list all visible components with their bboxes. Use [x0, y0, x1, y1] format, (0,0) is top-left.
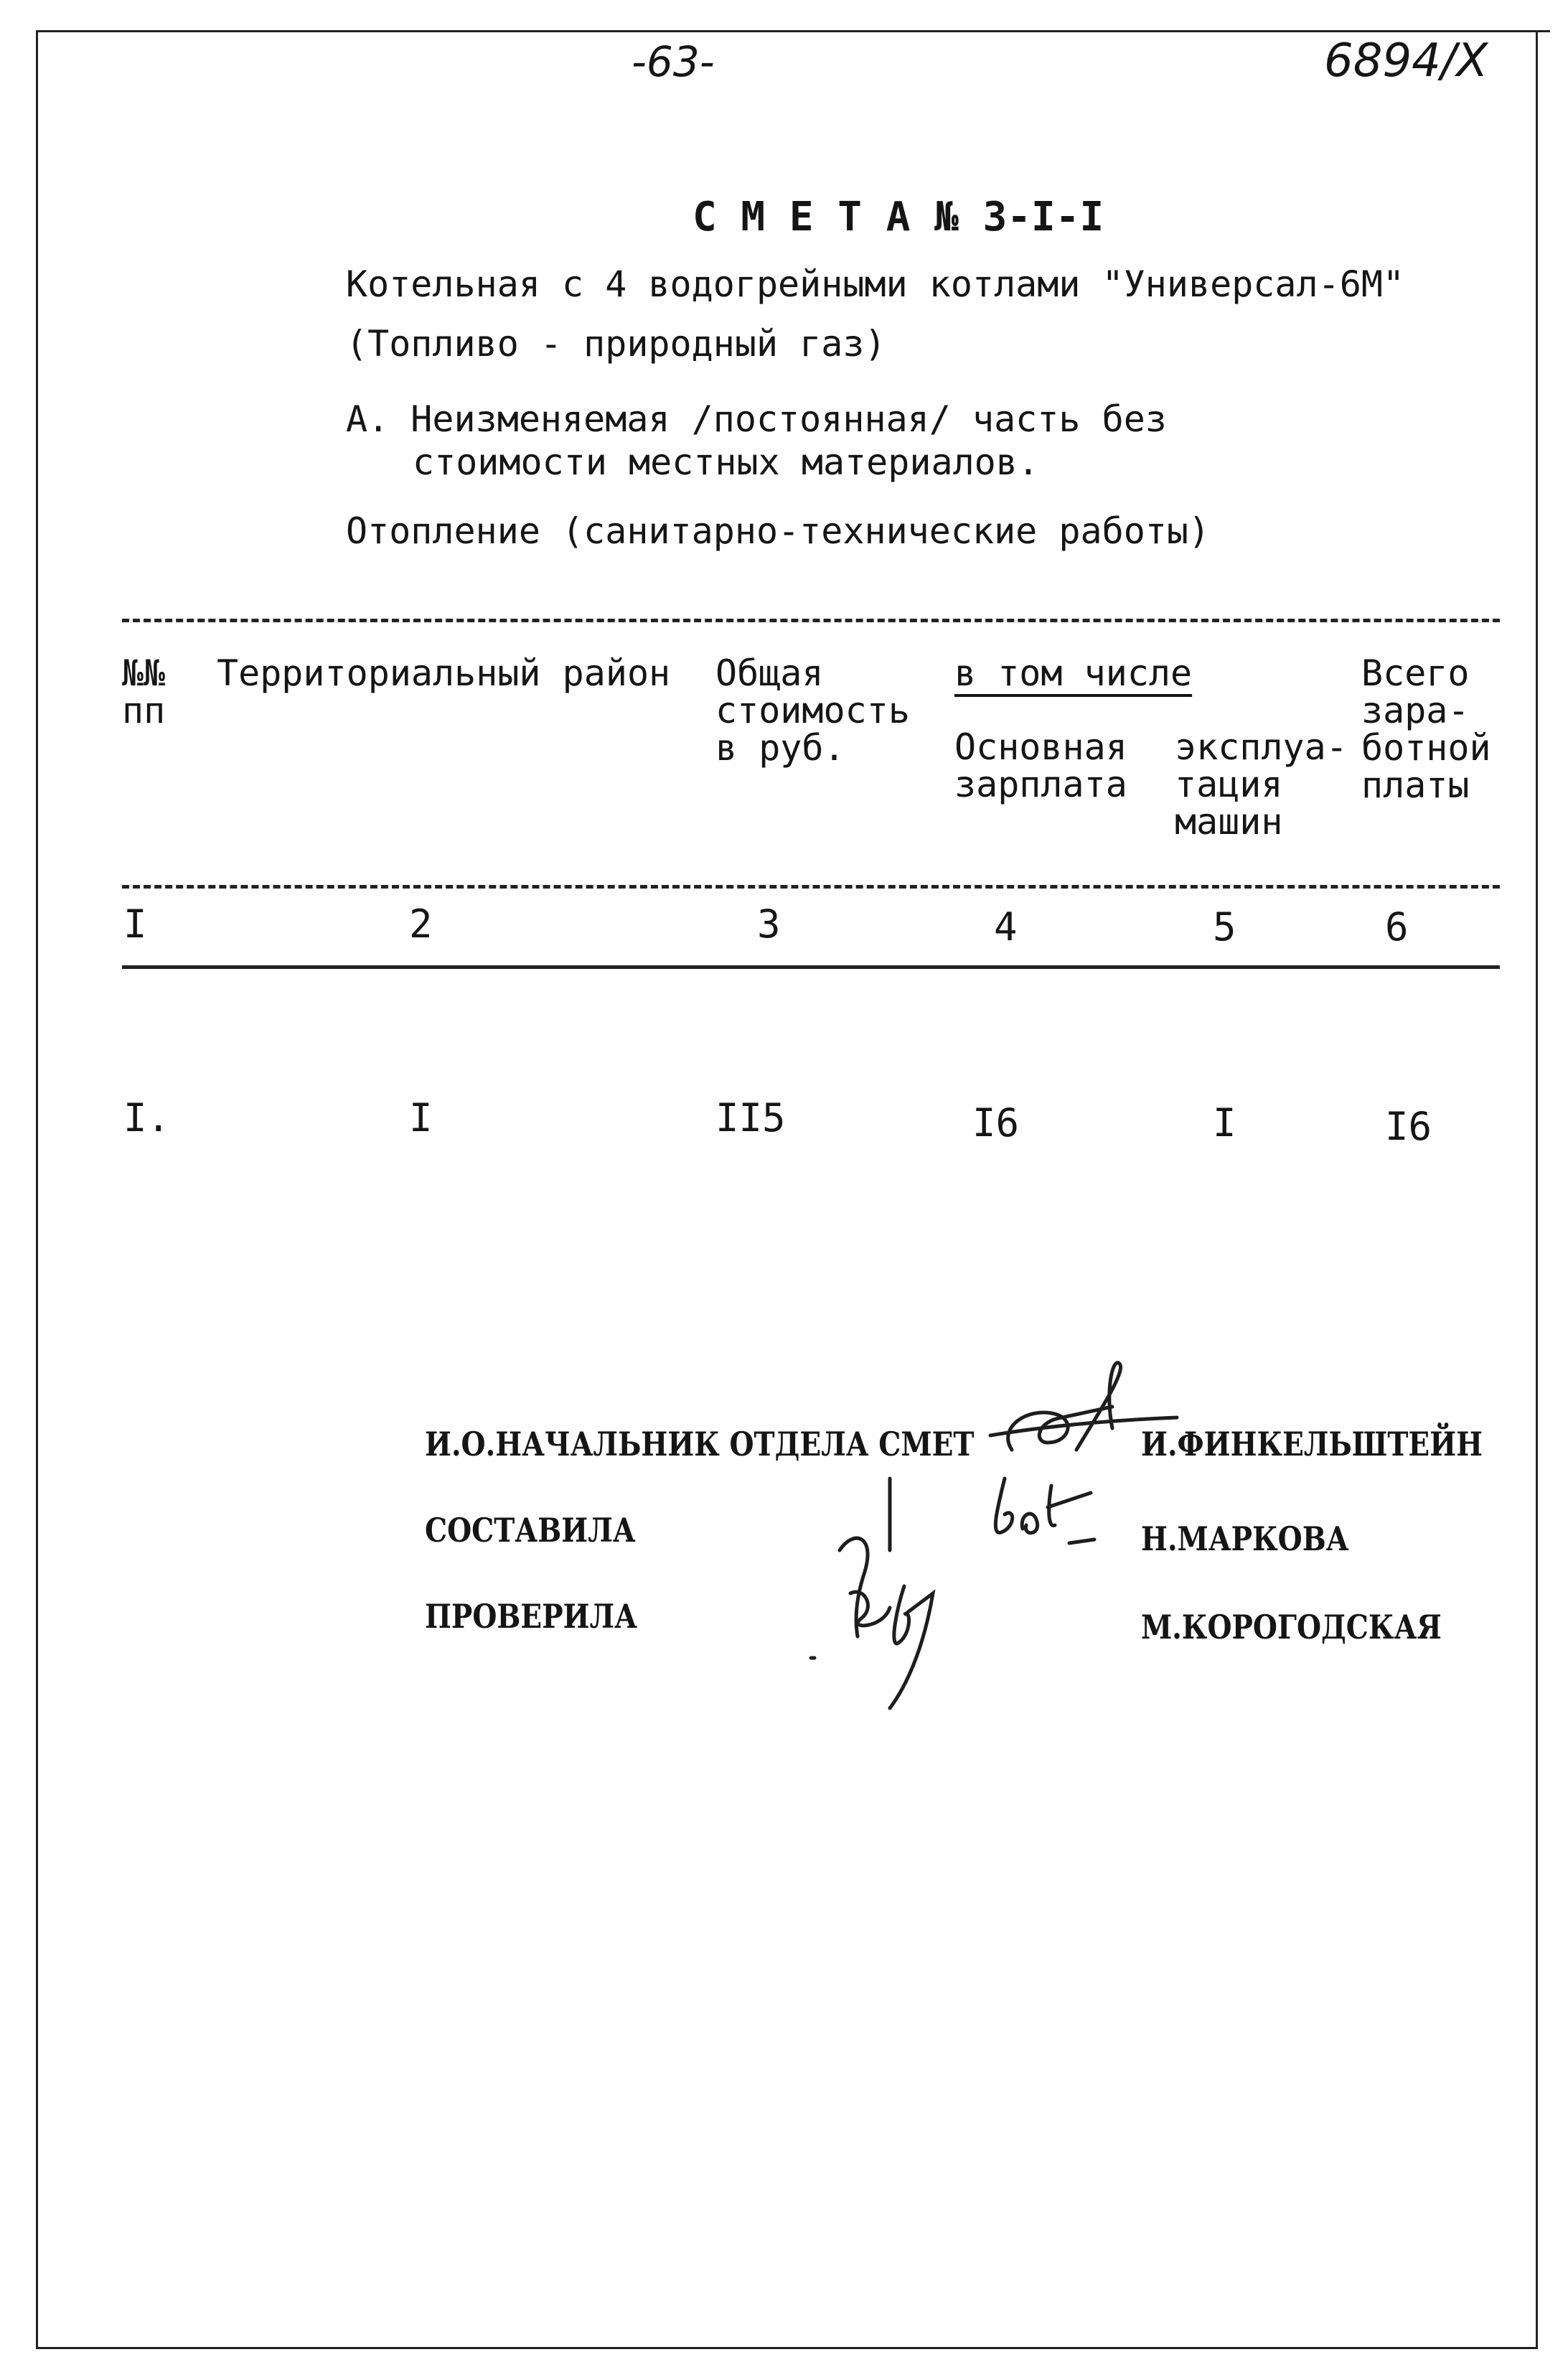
- handwritten-signature-compiled: [983, 1464, 1098, 1565]
- header-district: Территориальный район: [217, 652, 671, 694]
- signature-name-compiled: Н.МАРКОВА: [1141, 1519, 1349, 1558]
- frame-left-border: [36, 30, 38, 2348]
- section-title: Отопление (санитарно-технические работы): [346, 510, 1211, 552]
- column-number-4: 4: [994, 904, 1018, 950]
- row-1-district: I: [409, 1095, 433, 1140]
- signature-role-head: И.О.НАЧАЛЬНИК ОТДЕЛА СМЕТ: [425, 1425, 975, 1463]
- column-number-3: 3: [757, 901, 781, 947]
- column-numbers-rule: [122, 965, 1500, 969]
- archive-number: 6894/X: [1324, 34, 1488, 88]
- row-1-total-salary: I6: [1385, 1104, 1432, 1149]
- table-top-rule: [122, 619, 1500, 622]
- subtitle-line-2: (Топливо - природный газ): [346, 323, 886, 365]
- header-bottom-rule: [122, 885, 1500, 889]
- signature-role-checked: ПРОВЕРИЛА: [425, 1597, 637, 1636]
- column-number-6: 6: [1385, 904, 1409, 950]
- document-title: С М Е Т А № 3-I-I: [693, 194, 1104, 240]
- subtitle-line-1: Котельная с 4 водогрейными котлами "Универсал-6М": [346, 263, 1405, 305]
- header-base-salary: Основная зарплата: [954, 726, 1127, 805]
- row-1-machine-operation: I: [1213, 1100, 1236, 1145]
- header-number: №№ пп: [122, 652, 166, 731]
- handwritten-signature-checked: [797, 1464, 976, 1723]
- column-number-5: 5: [1213, 904, 1236, 950]
- frame-bottom-border: [36, 2347, 1538, 2349]
- frame-top-border: [36, 30, 1550, 32]
- header-total-cost: Общая стоимость в руб.: [715, 652, 910, 769]
- column-number-1: I: [123, 901, 147, 947]
- header-including-group: в том числе: [954, 652, 1193, 694]
- signature-name-head: И.ФИНКЕЛЬШТЕЙН: [1141, 1425, 1483, 1463]
- row-1-number: I.: [123, 1095, 171, 1140]
- signature-name-checked: М.КОРОГОДСКАЯ: [1141, 1608, 1442, 1646]
- row-1-base-salary: I6: [972, 1100, 1020, 1145]
- frame-right-border: [1536, 30, 1538, 2348]
- row-1-total-cost: II5: [715, 1095, 786, 1140]
- signature-role-compiled: СОСТАВИЛА: [425, 1511, 636, 1550]
- column-number-2: 2: [409, 901, 433, 947]
- page-number: -63-: [632, 37, 715, 86]
- header-total-salary: Всего зара- ботной платы: [1361, 652, 1491, 806]
- part-line-1: А. Неизменяемая /постоянная/ часть без: [346, 398, 1167, 440]
- part-line-2: стоимости местных материалов.: [413, 441, 1039, 483]
- header-machine-operation: эксплуа- тация машин: [1175, 726, 1348, 843]
- handwritten-signature-head: [969, 1349, 1206, 1464]
